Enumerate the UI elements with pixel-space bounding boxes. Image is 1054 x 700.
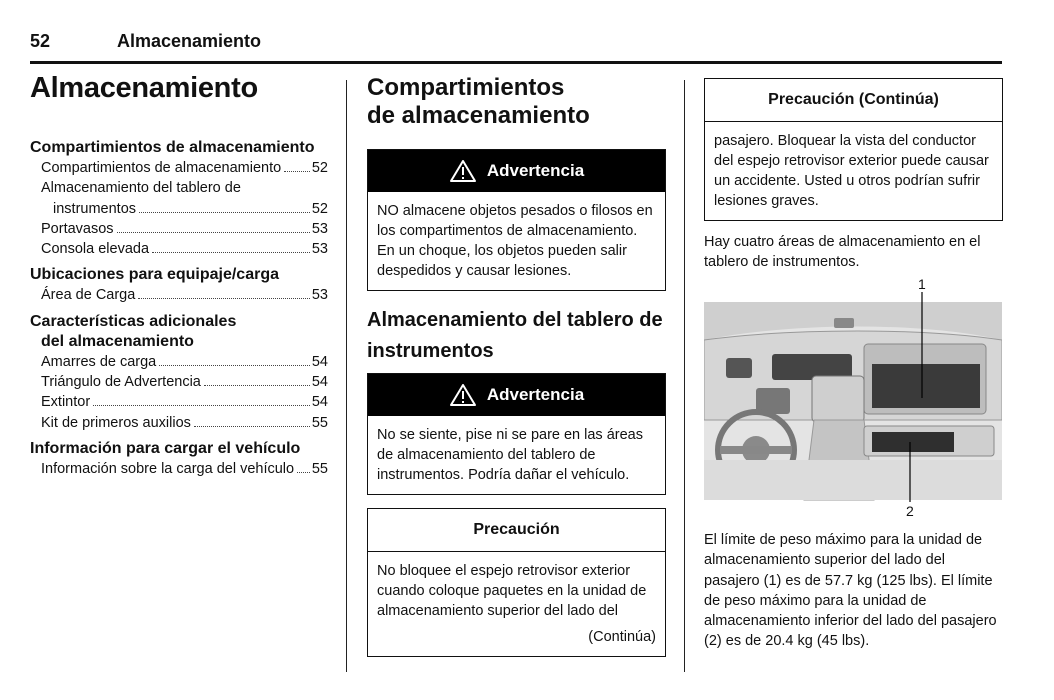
warning-header (368, 150, 665, 192)
leader-dots (194, 426, 310, 427)
caution-header: Precaución (Continúa) (705, 79, 1002, 122)
subsection-heading (367, 305, 663, 367)
dashboard-illustration (704, 280, 1002, 520)
header-rule (30, 61, 1002, 64)
toc-entry-label: Área de Carga (41, 287, 136, 304)
warning-triangle-icon (449, 383, 477, 407)
warning-box (367, 373, 666, 495)
body-paragraph: El límite de peso máximo para la unidad de almacenamiento superior del lado del pasajero (1) es de 57.7 kg (125 lbs). El límite de peso máximo para la unidad de almacenamiento inferior del lado del pasajero (2) es de 20.4 kg (45 lbs). (704, 532, 997, 650)
toc-entry-label: Compartimientos de almacenamiento (41, 160, 282, 176)
toc-entry-page: 55 (311, 414, 328, 431)
toc-entry[interactable] (30, 413, 328, 433)
toc-entry-page: 52 (311, 200, 328, 217)
toc-entry-label: Triángulo de Advertencia (41, 374, 201, 391)
toc-entry-label: Portavasos (41, 220, 114, 237)
subsection-title-line2: de almacenamiento (367, 102, 590, 129)
toc-entry-page: 53 (311, 220, 328, 237)
caution-text (368, 552, 665, 656)
caution-header: Precaución (368, 509, 665, 552)
leader-dots (117, 232, 310, 233)
callout-2: 2 (906, 503, 914, 519)
column-divider-1 (346, 80, 347, 672)
instrument-panel-figure (704, 276, 1002, 520)
leader-dots (139, 212, 310, 213)
toc-entry[interactable] (30, 219, 328, 239)
warning-box (367, 149, 666, 291)
toc-entry-page: 53 (311, 241, 328, 258)
toc-entry-label: Información sobre la carga del vehículo (41, 460, 295, 477)
toc-entry-page: 54 (311, 394, 328, 411)
toc-heading-line1: Características adicionales (30, 312, 237, 330)
toc-entry[interactable] (30, 392, 328, 412)
continued-note: (Continúa) (588, 629, 656, 645)
leader-dots (93, 405, 310, 406)
table-of-contents (30, 138, 328, 479)
leader-dots (152, 252, 310, 253)
toc-heading (30, 312, 328, 352)
toc-entry-page: 52 (311, 160, 328, 176)
leader-dots (297, 472, 310, 473)
caution-body: No bloquee el espejo retrovisor exterior cuando coloque paquetes en la unidad de almacenamiento superior del lado del (377, 563, 647, 619)
leader-dots (138, 298, 310, 299)
toc-entry-page: 55 (311, 460, 328, 477)
warning-triangle-icon (449, 159, 477, 183)
toc-entry[interactable] (30, 459, 328, 479)
toc-entry-page: 54 (311, 374, 328, 391)
body-paragraph: Hay cuatro áreas de almacenamiento en el tablero de instrumentos. (704, 234, 981, 271)
warning-header (368, 374, 665, 416)
toc-heading: Información para cargar el vehículo (30, 439, 301, 457)
callout-1: 1 (918, 276, 926, 292)
warning-text: No se siente, pise ni se pare en las áreas de almacenamiento del tablero de instrumentos. Podría dañar el vehículo. (377, 427, 643, 483)
toc-heading-line2: del almacenamiento (41, 332, 194, 350)
toc-entry[interactable] (30, 372, 328, 392)
warning-title: Advertencia (486, 385, 585, 404)
leader-dots (159, 365, 310, 366)
subsection-heading-line1: Almacenamiento del tablero de (367, 309, 663, 331)
toc-entry-label: Consola elevada (41, 241, 150, 258)
toc-entry-label-line1: Almacenamiento del tablero de (41, 180, 241, 197)
running-header-title: Almacenamiento (117, 31, 262, 51)
warning-text: NO almacene objetos pesados o filosos en los compartimentos de almacenamiento. En un choque, los objetos pueden salir despedidos y causar lesiones. (377, 203, 653, 279)
toc-entry-label: Kit de primeros auxilios (41, 414, 191, 431)
toc-entry-page: 54 (311, 353, 328, 370)
warning-title: Advertencia (486, 161, 585, 180)
caution-box (367, 508, 666, 657)
toc-entry-page: 53 (311, 287, 328, 304)
toc-entry-label: Amarres de carga (41, 353, 157, 370)
toc-entry[interactable] (30, 239, 328, 259)
toc-entry[interactable] (30, 285, 328, 305)
toc-heading: Ubicaciones para equipaje/carga (30, 266, 279, 284)
caution-continued-box (704, 78, 1003, 221)
toc-entry-label-line2: instrumentos (53, 200, 137, 217)
subsection-title-line1: Compartimientos (367, 74, 565, 101)
toc-heading: Compartimientos de almacenamiento (30, 139, 315, 156)
subsection-title (367, 74, 590, 130)
page-number: 52 (30, 31, 51, 51)
subsection-heading-line2: instrumentos (367, 340, 494, 362)
section-title: Almacenamiento (30, 72, 258, 104)
leader-dots (284, 171, 310, 172)
toc-entry[interactable] (30, 158, 328, 178)
toc-entry-label: Extintor (41, 394, 91, 411)
column-divider-2 (684, 80, 685, 672)
toc-entry[interactable] (30, 178, 328, 219)
toc-entry[interactable] (30, 352, 328, 372)
caution-text: pasajero. Bloquear la vista del conductor del espejo retrovisor exterior puede causar un accidente. Usted u otros podrían sufrir lesiones graves. (714, 133, 989, 209)
leader-dots (204, 385, 310, 386)
